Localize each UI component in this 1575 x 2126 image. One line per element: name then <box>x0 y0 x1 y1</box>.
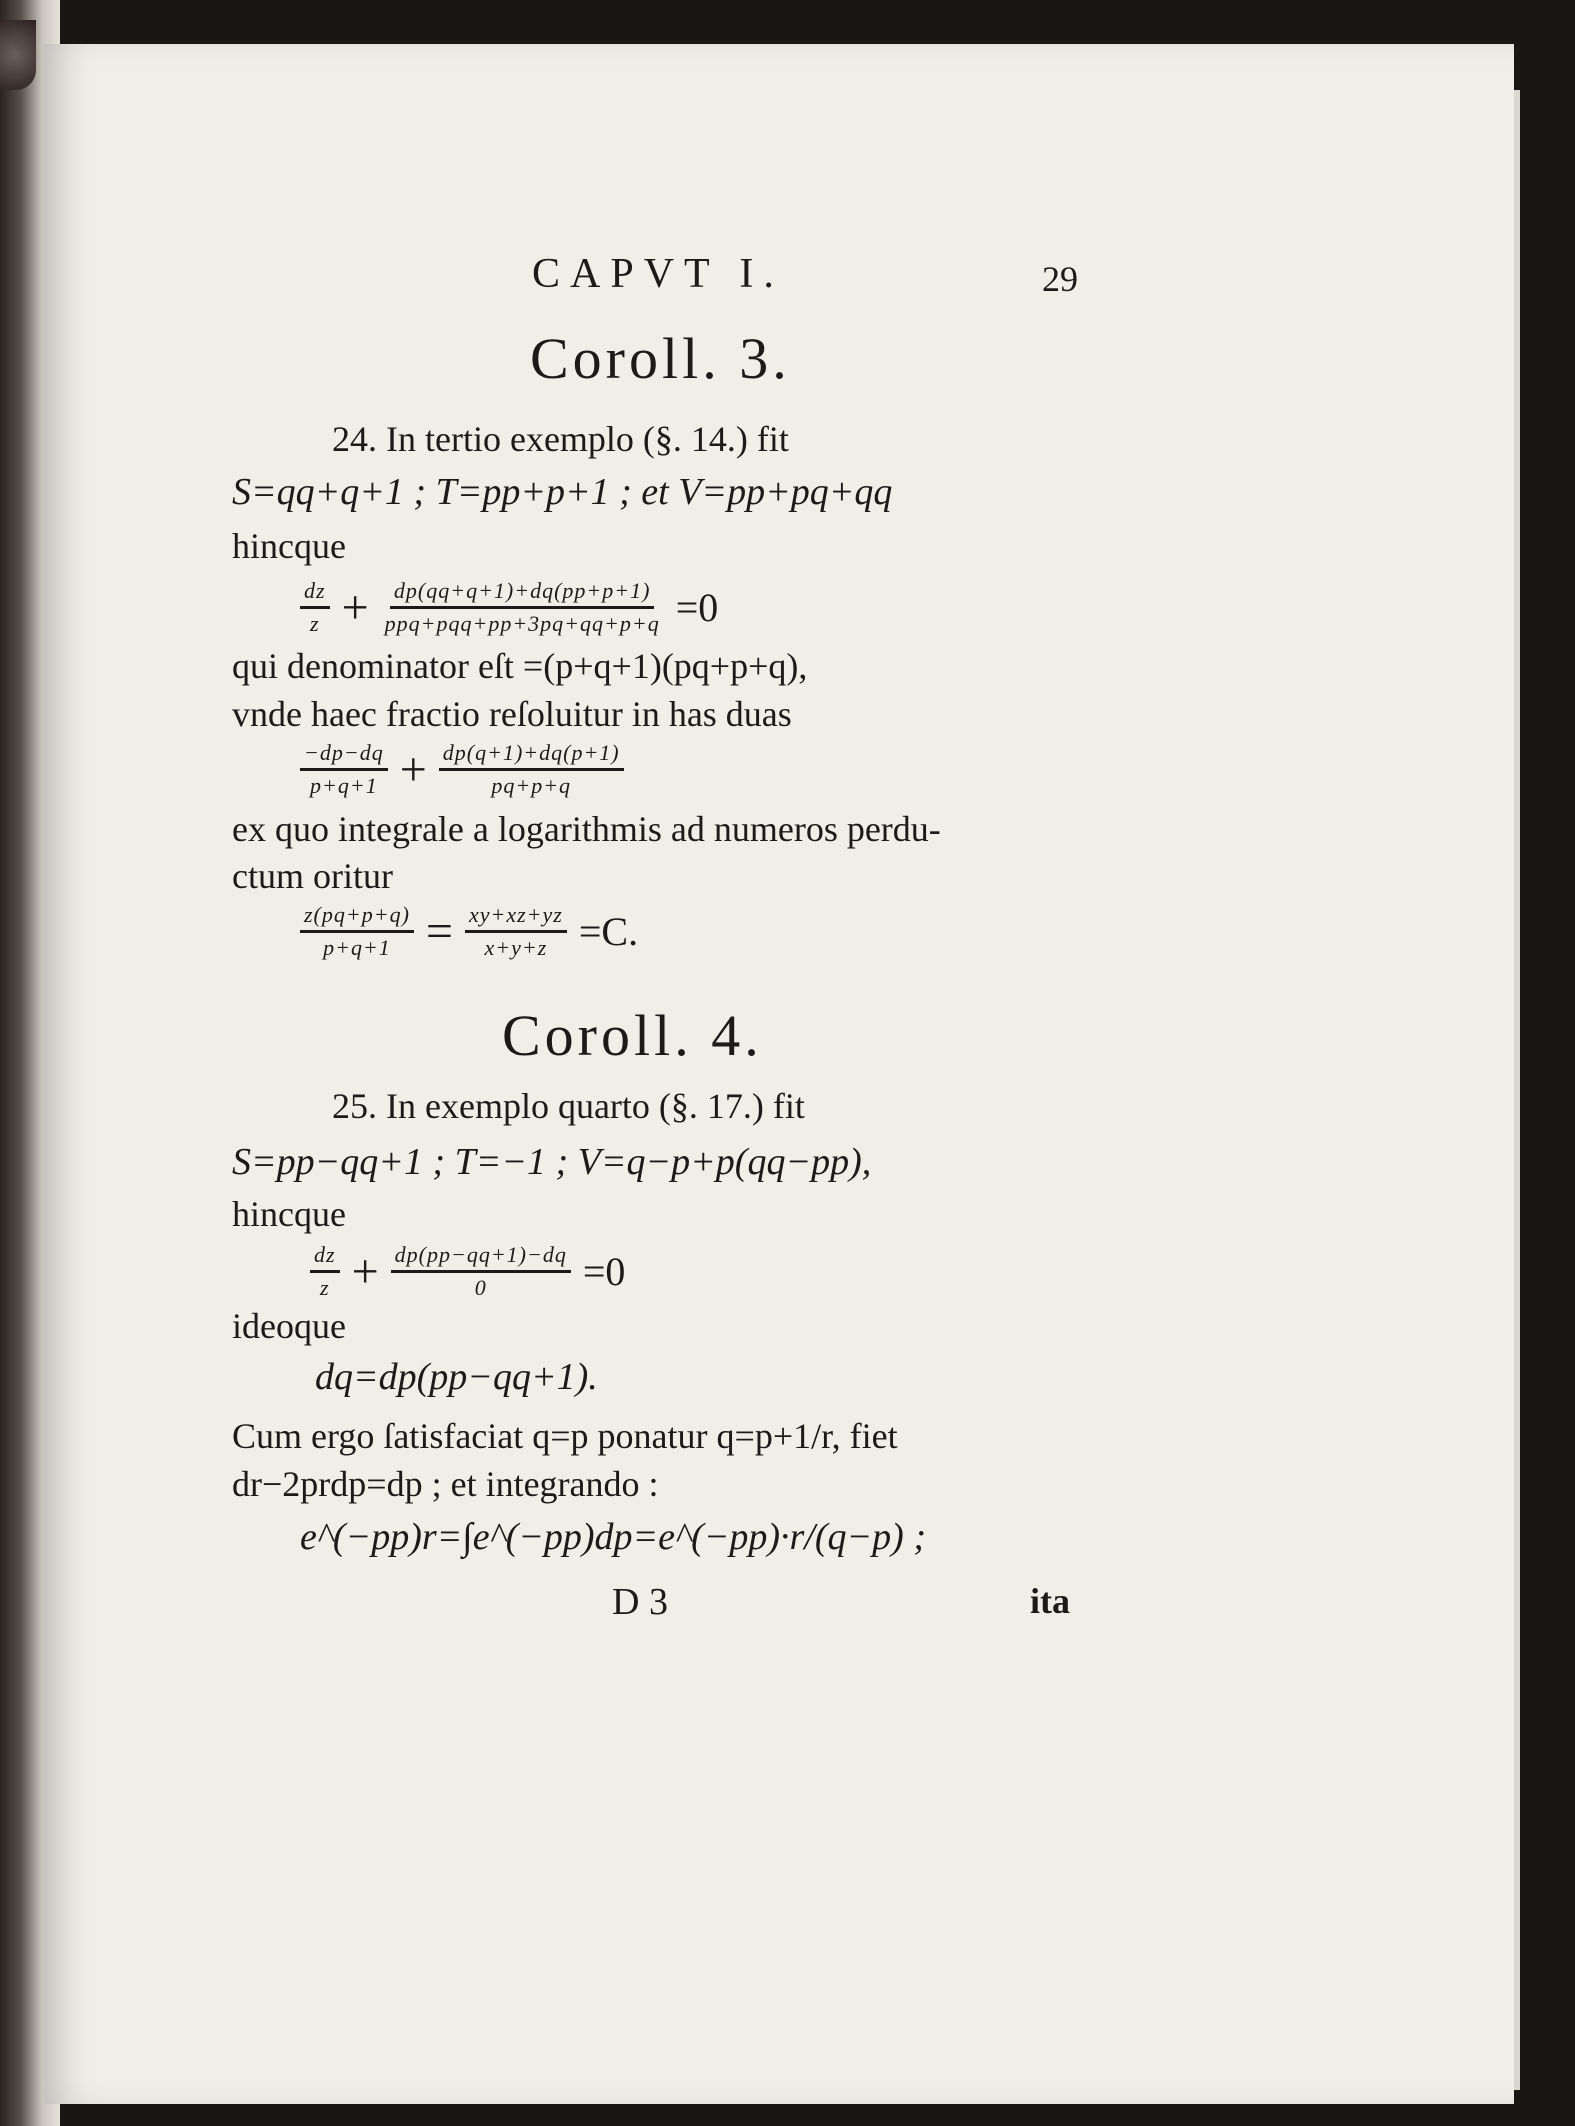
line-ex-quo: ex quo integrale a logarithmis ad numeros perdu- <box>232 809 941 849</box>
fraction-dz-z: $\frac{dz}{z}$ <box>300 578 330 637</box>
section-heading-coroll-3: Coroll. 3. <box>530 326 791 391</box>
line-vnde: vnde haec fractio reſoluitur in has duas <box>232 694 792 734</box>
equation-exponential: e^(−pp)r=∫e^(−pp)dp=e^(−pp)·r/(q−p) ; <box>300 1516 926 1558</box>
line-dr-integrando: dr−2prdp=dp ; et integrando : <box>232 1464 659 1504</box>
equation-fraction-4: $\frac{dz}{z}$ + $\frac{dp(pp-qq+1)-dq}{0}$ =0 <box>310 1242 637 1301</box>
equation-dq: dq=dp(pp−qq+1). <box>315 1356 598 1398</box>
hincque-3: hincque <box>232 526 346 566</box>
ideoque: ideoque <box>232 1306 346 1346</box>
equation-fraction-2: $\frac{-dp-dq}{p+q+1}$ + $\frac{dp(q+1)+dq(p+1)}{pq+p+q}$ <box>300 740 624 799</box>
catchword: ita <box>1030 1581 1070 1621</box>
fraction-neg: $\frac{-dp-dq}{p+q+1}$ <box>300 740 388 799</box>
signature-mark: D 3 <box>612 1581 668 1623</box>
line-cum-ergo: Cum ergo ſatisfaciat q=p ponatur q=p+1/r, fiet <box>232 1416 898 1456</box>
equation-stv-3: S=qq+q+1 ; T=pp+p+1 ; et V=pp+pq+qq <box>232 471 893 513</box>
page-number: 29 <box>1042 259 1078 299</box>
fraction-main-4: $\frac{dp(pp-qq+1)-dq}{0}$ <box>391 1242 571 1301</box>
running-title: CAPVT I. <box>532 251 784 297</box>
hincque-4: hincque <box>232 1194 346 1234</box>
fraction-xyz: $\frac{xy+xz+yz}{x+y+z}$ <box>465 902 567 961</box>
paragraph-25-intro: 25. In exemplo quarto (§. 17.) fit <box>332 1086 805 1126</box>
equation-stv-4: S=pp−qq+1 ; T=−1 ; V=q−p+p(qq−pp), <box>232 1141 872 1183</box>
binding-edge <box>0 20 36 90</box>
line-qui-denominator: qui denominator eſt =(p+q+1)(pq+p+q), <box>232 646 808 686</box>
equation-fraction-3: $\frac{z(pq+p+q)}{p+q+1}$ = $\frac{xy+xz+yz}{x+y+z}$ =C. <box>300 902 650 961</box>
section-heading-coroll-4: Coroll. 4. <box>502 1003 763 1068</box>
fraction-dz-z-4: $\frac{dz}{z}$ <box>310 1242 340 1301</box>
fraction-pos: $\frac{dp(q+1)+dq(p+1)}{pq+p+q}$ <box>439 740 624 799</box>
fraction-z: $\frac{z(pq+p+q)}{p+q+1}$ <box>300 902 414 961</box>
fraction-main: $\frac{dp(qq+q+1)+dq(pp+p+1)}{\text{ppq+pqq+pp+3pq+qq+p+q}}$ <box>384 578 660 636</box>
equation-fraction-1: $\frac{dz}{z}$ + $\frac{dp(qq+q+1)+dq(pp+p+1)}{\text{ppq+pqq+pp+3pq+qq+p+q}}$ =0 <box>300 578 730 637</box>
line-ctum-oritur: ctum oritur <box>232 856 393 896</box>
paragraph-24-intro: 24. In tertio exemplo (§. 14.) fit <box>332 419 789 459</box>
